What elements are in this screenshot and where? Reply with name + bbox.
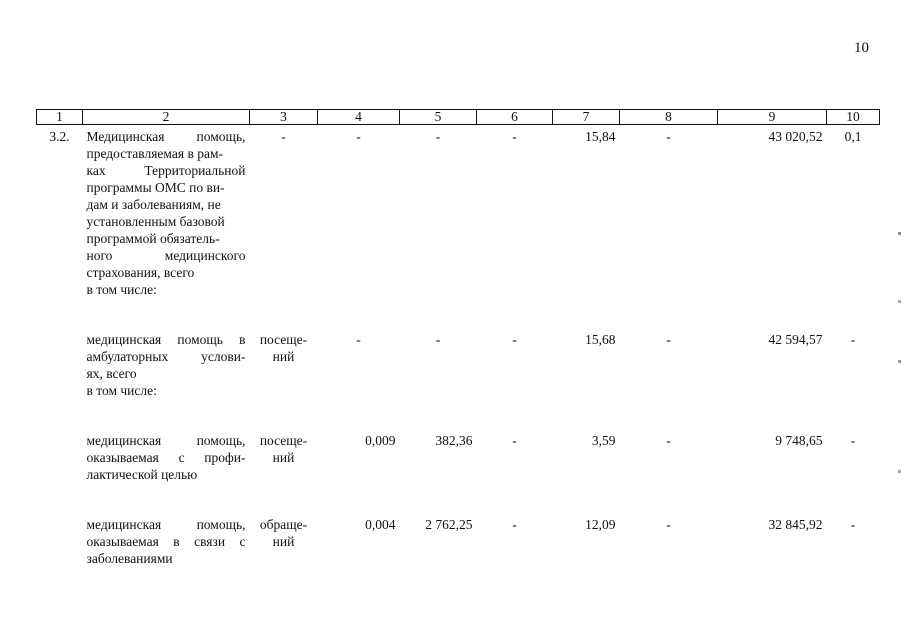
description-line: страхования, всего	[86, 265, 195, 280]
header-col-3: 3	[250, 110, 318, 125]
row-col-10: -	[850, 332, 856, 347]
row-description	[83, 513, 250, 567]
row-number	[37, 328, 83, 399]
row-number: 3.2.	[49, 129, 70, 144]
row-col-4: -	[356, 129, 361, 144]
table-row	[37, 328, 880, 399]
row-col-9: 32 845,92	[768, 517, 823, 532]
unit-line: ний	[272, 349, 295, 364]
row-col-10: -	[850, 433, 856, 448]
description-line: программы ОМС по ви-	[86, 180, 225, 195]
description-line: ного медицинского	[86, 248, 246, 263]
header-col-4: 4	[318, 110, 400, 125]
row-col-9: 42 594,57	[768, 332, 823, 347]
row-description	[83, 328, 250, 399]
description-line: медицинская помощь в	[86, 332, 246, 347]
row-gap	[37, 399, 880, 429]
table-row	[37, 125, 880, 299]
row-number	[37, 513, 83, 567]
header-col-5: 5	[400, 110, 477, 125]
row-unit	[250, 429, 318, 483]
description-line: амбулаторных услови-	[86, 349, 246, 364]
row-col-9: 9 748,65	[775, 433, 823, 448]
header-col-9: 9	[718, 110, 827, 125]
header-col-7: 7	[553, 110, 620, 125]
row-col-4: -	[356, 332, 361, 347]
row-col-7: 3,59	[591, 433, 616, 448]
row-gap	[37, 298, 880, 328]
unit-line: ний	[272, 534, 295, 549]
row-col-7: 15,68	[585, 332, 616, 347]
row-unit	[250, 328, 318, 399]
row-description	[83, 429, 250, 483]
page-number: 10	[854, 40, 869, 56]
table-row	[37, 429, 880, 483]
row-col-4: 0,004	[365, 517, 396, 532]
description-line: дам и заболеваниям, не	[86, 197, 221, 212]
row-col-6: -	[512, 332, 517, 347]
row-col-4: 0,009	[365, 433, 396, 448]
table-header-row	[37, 110, 880, 125]
row-col-8: -	[666, 332, 671, 347]
row-col-5: 382,36	[435, 433, 473, 448]
unit-line: обраще-	[259, 517, 308, 532]
header-col-10: 10	[827, 110, 880, 125]
unit-line: посеще-	[259, 433, 308, 448]
row-unit	[250, 125, 318, 299]
row-col-5: -	[435, 332, 441, 347]
row-gap	[37, 483, 880, 513]
row-col-6: -	[512, 517, 517, 532]
description-line: медицинская помощь,	[86, 517, 246, 532]
row-col-7: 12,09	[585, 517, 616, 532]
header-col-1: 1	[37, 110, 83, 125]
row-unit	[250, 513, 318, 567]
scan-artifact	[898, 300, 901, 303]
unit-line: ний	[272, 450, 295, 465]
row-col-5: 2 762,25	[425, 517, 473, 532]
description-line: заболеваниями	[86, 551, 173, 566]
description-line: в том числе:	[86, 383, 157, 398]
description-line: установленным базовой	[86, 214, 225, 229]
scan-artifact	[898, 360, 901, 363]
description-line: предоставляемая в рам-	[86, 146, 223, 161]
description-line: ях, всего	[86, 366, 137, 381]
description-line: оказываемая с профи-	[86, 450, 246, 465]
unit-line: посеще-	[259, 332, 308, 347]
header-col-2: 2	[83, 110, 250, 125]
header-col-6: 6	[477, 110, 553, 125]
row-col-8: -	[666, 129, 671, 144]
row-col-10: 0,1	[844, 129, 862, 144]
row-col-6: -	[512, 129, 517, 144]
row-col-7: 15,84	[585, 129, 616, 144]
description-line: программой обязатель-	[86, 231, 220, 246]
row-number	[37, 429, 83, 483]
row-col-8: -	[666, 433, 671, 448]
description-line: в том числе:	[86, 282, 157, 297]
row-col-10: -	[850, 517, 856, 532]
unit-line: -	[281, 129, 286, 144]
row-col-8: -	[666, 517, 671, 532]
description-line: медицинская помощь,	[86, 433, 246, 448]
row-col-6: -	[512, 433, 517, 448]
data-table	[36, 109, 880, 567]
description-line: оказываемая в связи с	[86, 534, 246, 549]
description-line: Медицинская помощь,	[86, 129, 246, 144]
row-description	[83, 125, 250, 299]
table-row	[37, 513, 880, 567]
row-col-9: 43 020,52	[768, 129, 823, 144]
header-col-8: 8	[620, 110, 718, 125]
description-line: ках Территориальной	[86, 163, 246, 178]
description-line: лактической целью	[86, 467, 198, 482]
scan-artifact	[898, 232, 901, 235]
row-col-5: -	[435, 129, 441, 144]
scan-artifact	[898, 470, 901, 473]
